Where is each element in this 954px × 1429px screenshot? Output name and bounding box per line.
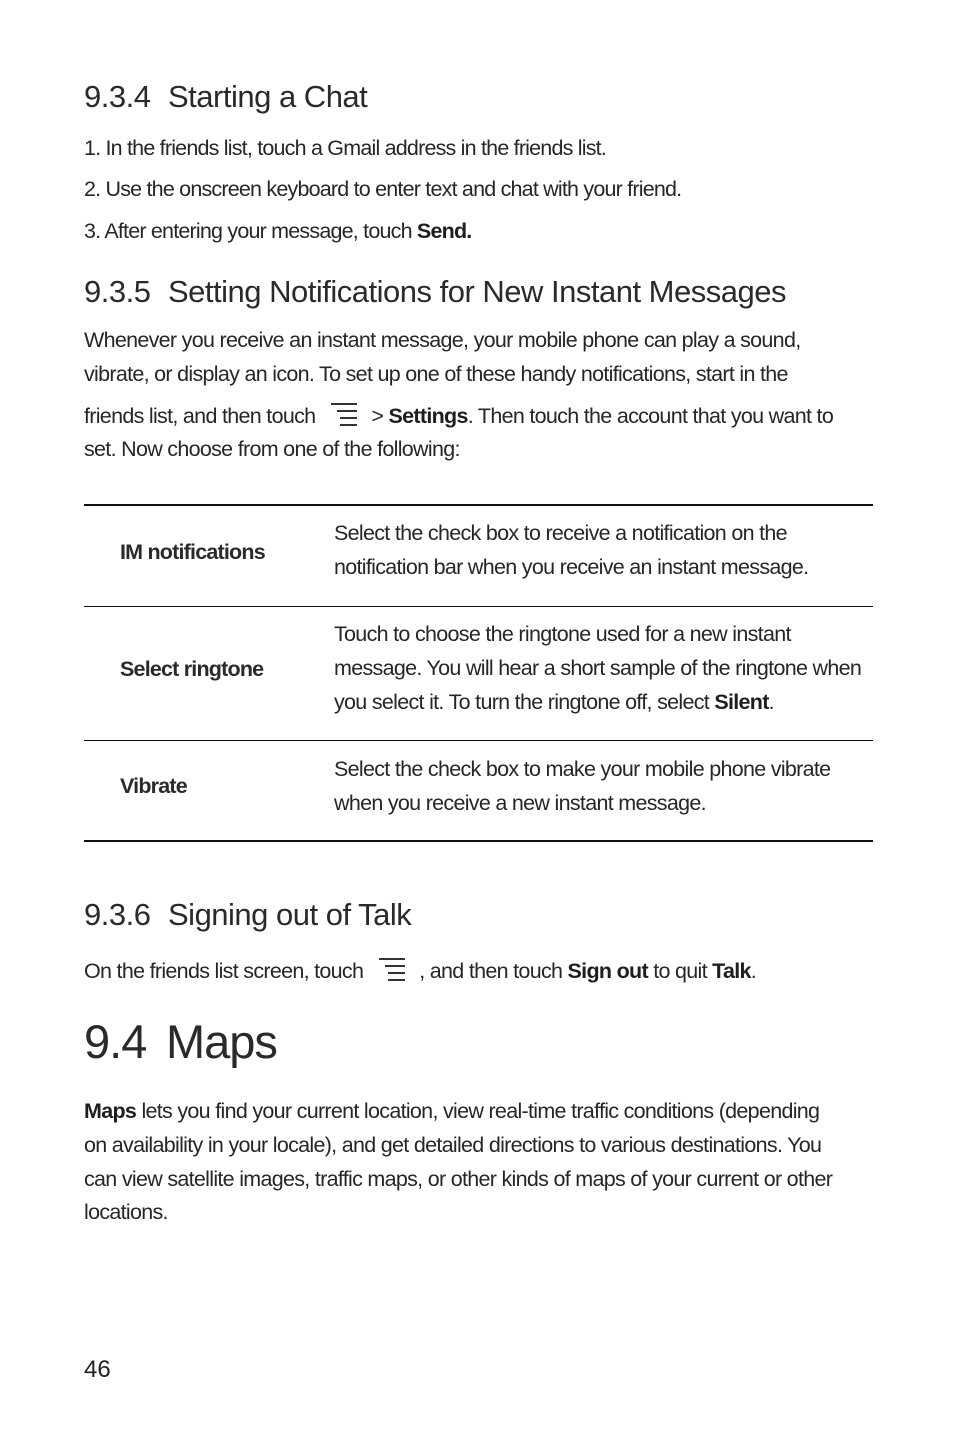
chapter-title: Maps <box>166 1015 277 1068</box>
paragraph-text: . <box>750 959 757 983</box>
paragraph-text: . Then touch the account that you want to <box>467 404 834 428</box>
row-description: Select the check box to make your mobile phone vibrate when you receive a new instant message. <box>334 757 831 815</box>
paragraph-line: can view satellite images, traffic maps, or other kinds of maps of your current or other <box>84 1167 833 1191</box>
paragraph-line <box>84 1099 819 1124</box>
paragraph-text: , and then touch <box>419 959 568 983</box>
section-heading-starting-chat <box>84 79 367 115</box>
step-1: 1. In the friends list, touch a Gmail address in the friends list. <box>84 136 607 160</box>
page-number: 46 <box>84 1356 111 1383</box>
paragraph-line: Whenever you receive an instant message, your mobile phone can play a sound, <box>84 328 801 352</box>
step-2: 2. Use the onscreen keyboard to enter text and chat with your friend. <box>84 177 682 201</box>
paragraph-line <box>84 403 833 429</box>
row-label: Vibrate <box>120 774 187 798</box>
send-label: Send. <box>416 219 472 243</box>
settings-label: Settings <box>388 404 468 428</box>
chapter-number: 9.4 <box>84 1015 147 1068</box>
section-title: Setting Notifications for New Instant Messages <box>168 274 786 309</box>
menu-icon <box>329 403 357 427</box>
step-3 <box>84 219 471 244</box>
silent-label: Silent <box>714 690 769 714</box>
table-top-rule <box>84 504 873 506</box>
step-3-text: 3. After entering your message, touch <box>84 219 417 243</box>
row-description-text: Touch to choose the ringtone used for a new instant message. You will hear a short sample of the ringtone when you select it. To turn the ringtone off, select <box>334 622 862 714</box>
section-number: 9.3.5 <box>84 274 151 309</box>
row-description-text: . <box>768 690 774 714</box>
chapter-heading-maps <box>84 1014 277 1069</box>
row-label: IM notifications <box>120 540 265 564</box>
section-heading-signing-out <box>84 897 411 933</box>
paragraph-line: vibrate, or display an icon. To set up one of these handy notifications, start in the <box>84 362 788 386</box>
sign-out-label: Sign out <box>567 959 648 983</box>
paragraph-line: set. Now choose from one of the following: <box>84 437 460 461</box>
paragraph-line: locations. <box>84 1200 168 1224</box>
table-bottom-rule <box>84 840 873 842</box>
maps-label: Maps <box>84 1099 137 1123</box>
paragraph-text: to quit <box>647 959 713 983</box>
table-row-divider <box>84 606 873 607</box>
row-label: Select ringtone <box>120 657 264 681</box>
talk-label: Talk <box>712 959 751 983</box>
menu-icon <box>377 958 405 982</box>
paragraph-text: > <box>371 404 389 428</box>
table-row-divider <box>84 740 873 741</box>
paragraph-text: friends list, and then touch <box>84 404 316 428</box>
paragraph-text: lets you find your current location, view real-time traffic conditions (depending <box>136 1099 820 1123</box>
row-description: Select the check box to receive a notification on the notification bar when you receive an instant message. <box>334 521 809 579</box>
section-number: 9.3.6 <box>84 897 151 932</box>
section-title: Signing out of Talk <box>168 897 412 932</box>
paragraph-text: On the friends list screen, touch <box>84 959 364 983</box>
paragraph-line: on availability in your locale), and get detailed directions to various destinations. You <box>84 1133 822 1157</box>
section-title: Starting a Chat <box>168 79 368 114</box>
signing-out-paragraph <box>84 958 756 984</box>
row-description <box>334 617 864 719</box>
section-number: 9.3.4 <box>84 79 151 114</box>
section-heading-notifications <box>84 274 786 310</box>
